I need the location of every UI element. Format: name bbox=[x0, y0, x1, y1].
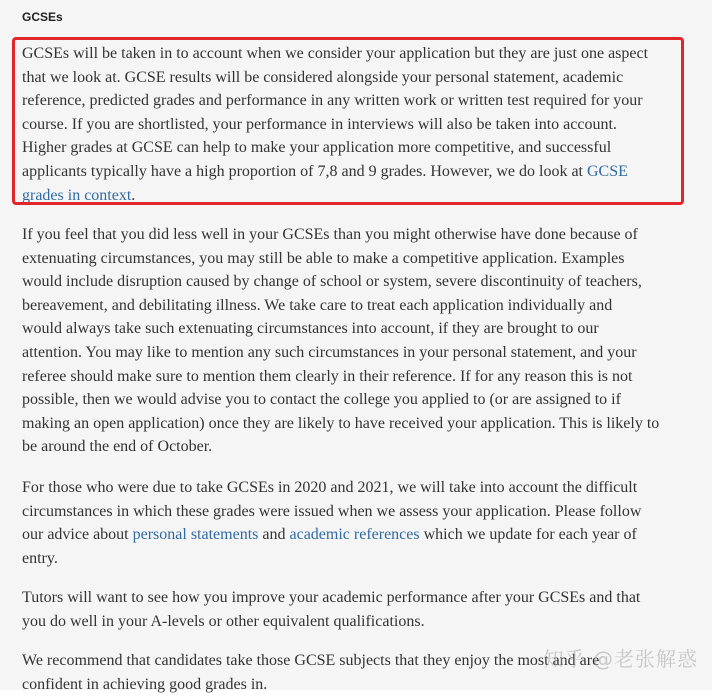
text-line: course. If you are shortlisted, your performance in interviews will also be taken into account. bbox=[22, 115, 617, 133]
paragraph-2020-2021-gcses bbox=[22, 476, 712, 570]
text-line: bereavement, and debilitating illness. We take care to treat each application individually and bbox=[22, 296, 613, 314]
text-line: would always take such extenuating circumstances into account, if they are brought to our bbox=[22, 320, 599, 338]
text-line: GCSEs will be taken in to account when we consider your application but they are just one aspect bbox=[22, 45, 649, 62]
text-line: that we look at. GCSE results will be considered alongside your personal statement, academic bbox=[22, 68, 624, 86]
text-line: you do well in your A-levels or other equivalent qualifications. bbox=[22, 612, 425, 630]
text-segment: our advice about bbox=[22, 526, 133, 544]
text-line: We recommend that candidates take those GCSE subjects that they enjoy the most and are bbox=[22, 652, 600, 669]
text-line: confident in achieving good grades in. bbox=[22, 675, 268, 693]
text-line: possible, then we would advise you to contact the college you applied to (or are assigned to if bbox=[22, 391, 621, 409]
personal-statements-link[interactable]: personal statements bbox=[132, 526, 259, 544]
text-line bbox=[22, 184, 712, 208]
text-line: Higher grades at GCSE can help to make your application more competitive, and successful bbox=[22, 139, 612, 157]
text-segment: and bbox=[258, 526, 290, 544]
academic-references-link[interactable]: academic references bbox=[289, 526, 420, 544]
text-line: circumstances in which these grades were issued when we assess your application. Please follow bbox=[22, 502, 642, 520]
section-heading: GCSEs bbox=[22, 10, 63, 24]
text-segment: . bbox=[131, 186, 136, 204]
text-line: entry. bbox=[22, 549, 58, 567]
text-line: reference, predicted grades and performance in any written work or written test required for your bbox=[22, 92, 643, 110]
text-line bbox=[22, 523, 712, 547]
gcse-grades-in-context-link-continued[interactable]: grades in context bbox=[22, 186, 132, 204]
text-segment: which we update for each year of bbox=[419, 526, 637, 544]
text-line: making an open application) once they are likely to have received your application. This is likely to bbox=[22, 414, 660, 432]
text-line bbox=[22, 160, 712, 184]
text-line: If you feel that you did less well in your GCSEs than you might otherwise have done because of bbox=[22, 226, 638, 243]
text-line: extenuating circumstances, you may still be able to make a competitive application. Examples bbox=[22, 249, 625, 267]
paragraph-gcse-consideration bbox=[22, 42, 712, 207]
text-line: For those who were due to take GCSEs in 2020 and 2021, we will take into account the difficult bbox=[22, 479, 638, 496]
text-segment: applicants typically have a high proportion of 7,8 and 9 grades. However, we do look at bbox=[22, 162, 587, 180]
watermark: 知乎 @老张解惑 bbox=[543, 647, 698, 671]
gcse-grades-in-context-link[interactable]: GCSE bbox=[586, 162, 628, 180]
text-line: Tutors will want to see how you improve your academic performance after your GCSEs and that bbox=[22, 589, 641, 606]
text-line: would include disruption caused by change of school or system, severe discontinuity of teachers, bbox=[22, 273, 642, 291]
text-line: attention. You may like to mention any such circumstances in your personal statement, and your bbox=[22, 343, 637, 361]
text-line: referee should make sure to mention them clearly in their reference. If for any reason this is not bbox=[22, 367, 633, 385]
text-line: be around the end of October. bbox=[22, 438, 213, 456]
paragraph-extenuating-circumstances bbox=[22, 223, 712, 459]
paragraph-improvement bbox=[22, 586, 712, 633]
